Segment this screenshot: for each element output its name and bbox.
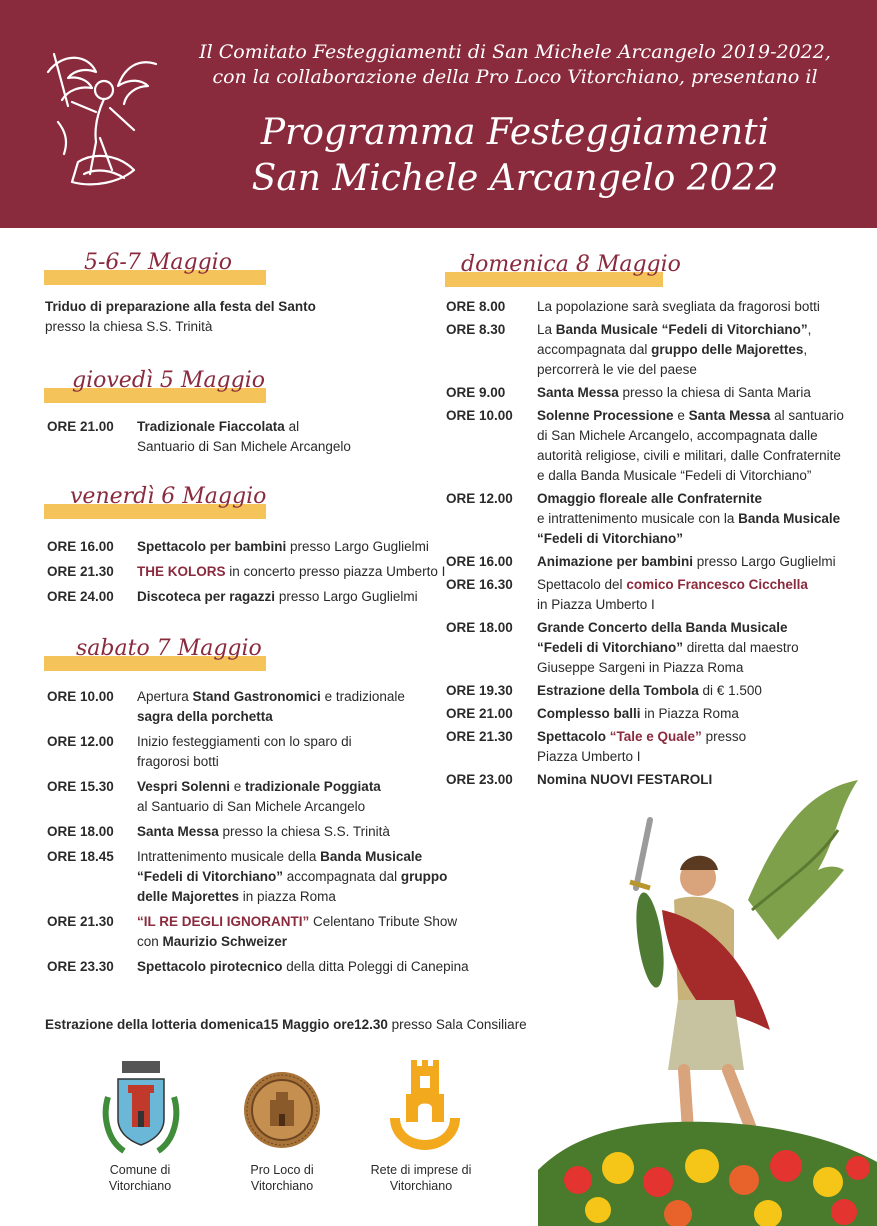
event-time: ORE 16.00 xyxy=(446,554,513,569)
event-text: Santuario di San Michele Arcangelo xyxy=(137,439,351,454)
event-plain: con xyxy=(137,934,163,949)
title-line-1: Programma Festeggiamenti xyxy=(260,112,770,153)
event-bold: Stand Gastronomici xyxy=(192,689,321,704)
event-bold: “Fedeli di Vitorchiano” xyxy=(137,869,284,884)
lottery-bold: Estrazione della lotteria domenica15 Maggio ore12.30 xyxy=(45,1017,388,1032)
event-time: ORE 16.00 xyxy=(47,539,114,554)
day-heading-domenica xyxy=(445,252,681,292)
event-plain: e intrattenimento musicale con la xyxy=(537,511,739,526)
event-bold: Solenne Processione xyxy=(537,408,674,423)
comune-coat-of-arms-icon xyxy=(100,1057,182,1157)
event-text xyxy=(137,932,287,952)
event-bold: Santa Messa xyxy=(688,408,771,423)
event-text: fragorosi botti xyxy=(137,754,219,769)
event-time: ORE 21.00 xyxy=(446,706,513,721)
event-time: ORE 16.30 xyxy=(446,577,513,592)
event-plain: accompagnata dal xyxy=(283,869,401,884)
event-bold: gruppo delle Majorettes xyxy=(651,342,804,357)
event-bold: Maurizio Schweizer xyxy=(162,934,288,949)
event-plain: presso Largo Guglielmi xyxy=(693,554,836,569)
event-time: ORE 21.30 xyxy=(47,914,114,929)
event-highlight: “IL RE DEGLI IGNORANTI” xyxy=(137,914,310,929)
event-time: ORE 24.00 xyxy=(47,589,114,604)
event-highlight: comico Francesco Cicchella xyxy=(626,577,808,592)
event-text xyxy=(537,552,836,572)
event-time: ORE 23.00 xyxy=(446,772,513,787)
event-plain: diretta dal maestro xyxy=(683,640,799,655)
event-plain: in Piazza Roma xyxy=(640,706,739,721)
event-text xyxy=(137,777,381,797)
event-text: e dalla Banda Musicale “Fedeli di Vitorchiano” xyxy=(537,468,812,483)
event-text: Inizio festeggiamenti con lo sparo di xyxy=(137,734,352,749)
event-time: ORE 12.00 xyxy=(446,491,513,506)
event-time: ORE 9.00 xyxy=(446,385,506,400)
event-time: ORE 8.30 xyxy=(446,322,506,337)
event-time: ORE 19.30 xyxy=(446,683,513,698)
event-text: percorrerà le vie del paese xyxy=(537,362,697,377)
intro-line-1: Il Comitato Festeggiamenti di San Michele Arcangelo 2019-2022, xyxy=(199,41,831,63)
event-time: ORE 23.30 xyxy=(47,959,114,974)
event-time: ORE 10.00 xyxy=(446,408,513,423)
event-time: ORE 21.00 xyxy=(47,419,114,434)
day-heading-label: 5-6-7 Maggio xyxy=(84,250,232,275)
event-bold: Vespri Solenni xyxy=(137,779,231,794)
pro-loco-seal-icon xyxy=(242,1070,322,1150)
event-text: sagra della porchetta xyxy=(137,709,273,724)
event-time: ORE 12.00 xyxy=(47,734,114,749)
event-text: “Fedeli di Vitorchiano” xyxy=(537,531,684,546)
event-bold: Spettacolo pirotecnico xyxy=(137,959,283,974)
archangel-emblem-icon xyxy=(38,42,166,197)
event-plain: presso Largo Guglielmi xyxy=(286,539,429,554)
lottery-note xyxy=(45,1015,527,1035)
event-text xyxy=(137,587,418,607)
event-bold: gruppo xyxy=(400,869,448,884)
event-text: Piazza Umberto I xyxy=(537,749,641,764)
day-heading-label: venerdì 6 Maggio xyxy=(70,484,267,509)
air-badge-text: AiR xyxy=(416,1126,434,1137)
day-heading-venerdi xyxy=(44,484,266,524)
event-plain: della ditta Poleggi di Canepina xyxy=(282,959,469,974)
event-text: in Piazza Umberto I xyxy=(537,597,655,612)
event-bold: delle Majorettes xyxy=(137,889,240,904)
logo-caption-rete xyxy=(350,1162,492,1194)
event-plain: Apertura xyxy=(137,689,193,704)
day-heading-triduo xyxy=(44,250,266,290)
event-plain: al santuario xyxy=(770,408,844,423)
event-time: ORE 18.45 xyxy=(47,849,114,864)
event-text xyxy=(537,340,807,360)
event-text xyxy=(137,822,390,842)
event-time: ORE 21.30 xyxy=(47,564,114,579)
rete-imprese-air-logo-icon xyxy=(384,1058,466,1152)
event-plain: di € 1.500 xyxy=(698,683,762,698)
event-plain: accompagnata dal xyxy=(537,342,652,357)
page-title xyxy=(170,110,860,202)
caption-line: Rete di imprese di xyxy=(370,1163,472,1177)
event-text xyxy=(537,575,808,595)
event-text xyxy=(537,320,811,340)
event-text xyxy=(137,537,429,557)
event-plain: Celentano Tribute Show xyxy=(309,914,458,929)
day-heading-label: sabato 7 Maggio xyxy=(76,636,262,661)
event-plain: , xyxy=(807,322,812,337)
event-plain: in piazza Roma xyxy=(239,889,336,904)
event-bold: Santa Messa xyxy=(137,824,219,839)
event-text xyxy=(137,912,457,932)
event-highlight: “Tale e Quale” xyxy=(609,729,702,744)
event-bold: Estrazione della Tombola xyxy=(537,683,699,698)
event-text xyxy=(137,887,336,907)
event-plain: Spettacolo del xyxy=(537,577,627,592)
event-text: Omaggio floreale alle Confraternite xyxy=(537,491,763,506)
event-text xyxy=(537,681,762,701)
event-bold: Tradizionale Fiaccolata xyxy=(137,419,285,434)
day-heading-sabato xyxy=(44,636,266,676)
event-bold: Banda Musicale xyxy=(320,849,423,864)
caption-line: Comune di xyxy=(109,1163,171,1177)
intro-text xyxy=(170,40,860,90)
event-time: ORE 18.00 xyxy=(446,620,513,635)
header-banner xyxy=(0,0,877,228)
intro-line-2: con la collaborazione della Pro Loco Vitorchiano, presentano il xyxy=(212,66,818,88)
day-heading-label: giovedì 5 Maggio xyxy=(72,368,266,393)
logo-caption-proloco xyxy=(212,1162,352,1194)
event-text xyxy=(137,417,299,437)
event-plain: Intrattenimento musicale della xyxy=(137,849,321,864)
event-text: La popolazione sarà svegliata da fragorosi botti xyxy=(537,299,820,314)
event-text xyxy=(137,867,447,887)
triduo-line-2: presso la chiesa S.S. Trinità xyxy=(45,319,213,334)
day-heading-label: domenica 8 Maggio xyxy=(461,252,681,277)
event-plain: , xyxy=(803,342,808,357)
caption-line: Vitorchiano xyxy=(250,1179,314,1193)
logo-caption-comune xyxy=(70,1162,210,1194)
event-text: autorità religiose, civili e militari, dalle Confraternite xyxy=(537,448,841,463)
event-text: Giuseppe Sargeni in Piazza Roma xyxy=(537,660,744,675)
event-time: ORE 21.30 xyxy=(446,729,513,744)
event-plain: La xyxy=(537,322,556,337)
event-text xyxy=(537,727,746,747)
archangel-statue-image xyxy=(538,770,877,1226)
event-bold: Spettacolo per bambini xyxy=(137,539,287,554)
event-time: ORE 10.00 xyxy=(47,689,114,704)
event-time: ORE 18.00 xyxy=(47,824,114,839)
event-text xyxy=(537,638,799,658)
event-plain: in concerto presso piazza Umberto I xyxy=(225,564,446,579)
event-text xyxy=(537,383,811,403)
event-plain: al xyxy=(284,419,300,434)
event-highlight: THE KOLORS xyxy=(137,564,226,579)
event-text xyxy=(137,687,405,707)
event-text: di San Michele Arcangelo, accompagnata dalle xyxy=(537,428,818,443)
event-plain: presso xyxy=(701,729,747,744)
event-bold: tradizionale Poggiata xyxy=(245,779,381,794)
caption-line: Pro Loco di xyxy=(250,1163,314,1177)
caption-line: Vitorchiano xyxy=(108,1179,172,1193)
event-bold: Spettacolo xyxy=(537,729,610,744)
event-text xyxy=(137,562,445,582)
event-text xyxy=(537,509,840,529)
event-time: ORE 15.30 xyxy=(47,779,114,794)
event-bold: Animazione per bambini xyxy=(537,554,694,569)
event-text xyxy=(137,957,469,977)
event-plain: presso Largo Guglielmi xyxy=(275,589,418,604)
event-text xyxy=(537,406,844,426)
event-plain: presso la chiesa S.S. Trinità xyxy=(218,824,390,839)
title-line-2: San Michele Arcangelo 2022 xyxy=(251,158,779,199)
event-plain: presso la chiesa di Santa Maria xyxy=(618,385,811,400)
event-time: ORE 8.00 xyxy=(446,299,506,314)
event-bold: “Fedeli di Vitorchiano” xyxy=(537,640,684,655)
triduo-line-1: Triduo di preparazione alla festa del Santo xyxy=(45,299,316,314)
event-bold: Banda Musicale “Fedeli di Vitorchiano” xyxy=(555,322,808,337)
event-text: al Santuario di San Michele Arcangelo xyxy=(137,799,366,814)
event-bold: Complesso balli xyxy=(537,706,641,721)
event-plain: e xyxy=(673,408,689,423)
lottery-rest: presso Sala Consiliare xyxy=(387,1017,527,1032)
event-text: Grande Concerto della Banda Musicale xyxy=(537,620,788,635)
event-text: Nomina NUOVI FESTAROLI xyxy=(537,772,713,787)
caption-line: Vitorchiano xyxy=(389,1179,453,1193)
event-bold: Santa Messa xyxy=(537,385,619,400)
event-plain: e tradizionale xyxy=(320,689,405,704)
event-plain: e xyxy=(230,779,246,794)
day-heading-giovedi xyxy=(44,368,266,408)
event-bold: Banda Musicale xyxy=(738,511,841,526)
event-text xyxy=(137,847,422,867)
event-bold: Discoteca per ragazzi xyxy=(137,589,276,604)
event-text xyxy=(537,704,739,724)
